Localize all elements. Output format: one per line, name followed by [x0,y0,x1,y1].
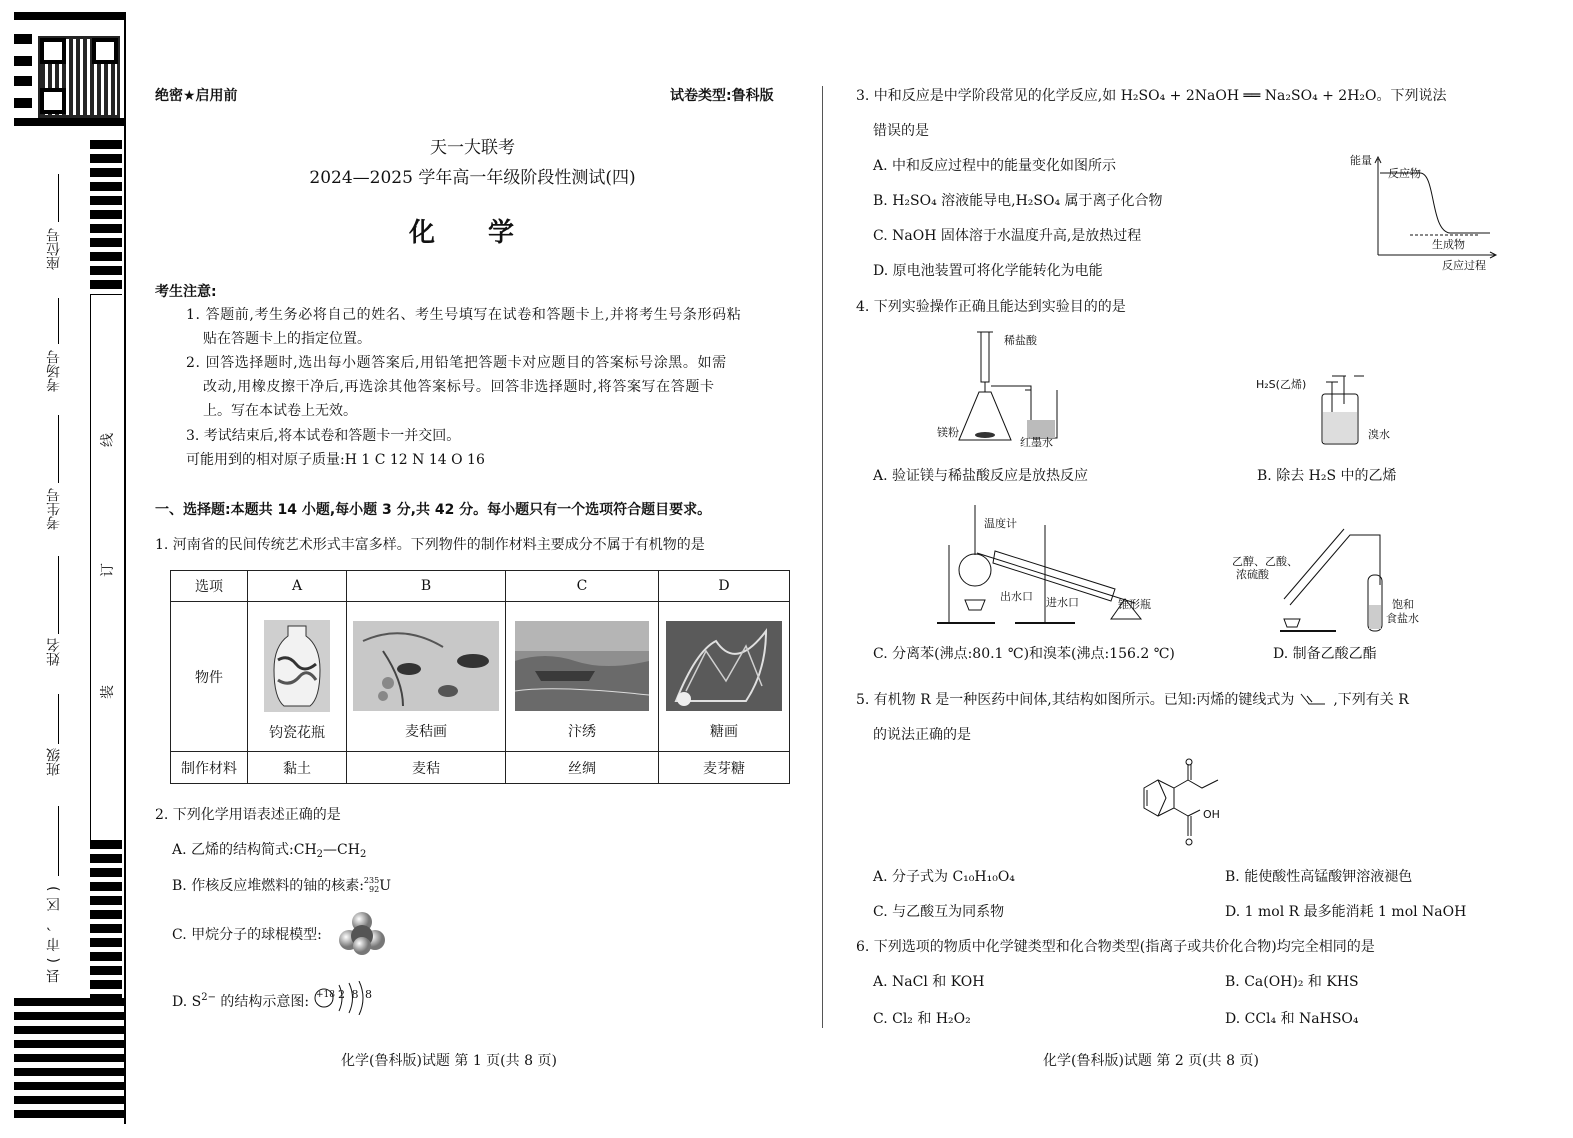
q1-cell [347,602,506,752]
qr-finder [92,38,118,64]
bind-word-fix: 装 [100,685,116,699]
q2-a-text: A. 乙烯的结构简式:CH [172,842,317,858]
q2-option-b [172,876,391,896]
apparatus-a-acid: 稀盐酸 [1004,334,1037,347]
q1-cell [506,602,659,752]
apparatus-d-sol: 食盐水 [1386,612,1419,625]
q5-stem-tail: ,下列有关 R [1333,692,1409,708]
section-heading: 一、选择题:本题共 14 小题,每小题 3 分,共 42 分。每小题只有一个选项符合题目要求。 [155,502,712,518]
energy-ylabel: 能量 [1350,154,1372,167]
q2-d-text: D. S [172,994,202,1010]
apparatus-a-water: 红墨水 [1020,436,1053,449]
notice-line: 改动,用橡皮擦干净后,再选涂其他答案标号。回答非选择题时,将答案写在答题卡 [203,379,715,395]
q2-option-a: A. 乙烯的结构简式$:CH_2—CH_2$ [172,842,367,860]
q1-material: 麦秸 [347,752,506,784]
embroidery-image [515,621,649,711]
q1-material: 麦芽糖 [659,752,790,784]
q6-option-c: C. Cl₂ 和 H₂O₂ [873,1011,971,1027]
room-label: 考场号 [46,350,62,392]
q4-option-c: C. 分离苯(沸点:80.1 ℃)和溴苯(沸点:156.2 ℃) [873,646,1175,662]
q4-stem: 4. 下列实验操作正确且能达到实验目的的是 [856,299,1126,315]
subject-title: 化 学 [408,218,537,248]
q2-stem: 2. 下列化学用语表述正确的是 [155,807,341,823]
bind-word-line: 线 [100,433,116,447]
notice-line: 上。写在本试卷上无效。 [203,403,357,419]
class-underline [58,694,59,744]
q5-option-b: B. 能使酸性高锰酸钾溶液褪色 [1225,869,1413,885]
q3-stem: 3. 中和反应是中学阶段常见的化学反应,如 H₂SO₄ + 2NaOH ══ Na₂SO₄ + 2H₂O。下列说法 [856,88,1447,104]
energy-reactant: 反应物 [1388,167,1421,180]
notice-line: 1. 答题前,考生务必将自己的姓名、考生号填写在试卷和答题卡上,并将考生号条形码粘 [186,307,742,323]
q3-option-d: D. 原电池装置可将化学能转化为电能 [873,263,1103,279]
apparatus-c-flask: 锥形瓶 [1118,598,1151,611]
q1-header: B [347,571,506,602]
q5-option-a: A. 分子式为 C₁₀H₁₀O₄ [873,869,1015,885]
energy-xlabel: 反应过程 [1442,259,1486,272]
q1-material: 黏土 [248,752,347,784]
q2-option-d [172,988,309,1012]
q2-b-z: 92 [369,885,380,894]
vertical-bar [90,840,122,998]
bottom-stripes [14,998,124,1124]
notice-line: 贴在答题卡上的指定位置。 [203,331,371,347]
q3-option-c: C. NaOH 固体溶于水温度升高,是放热过程 [873,228,1142,244]
qr-finder [40,88,66,114]
bar-stripe [14,12,124,20]
q1-header: A [248,571,347,602]
q1-material-label: 制作材料 [171,752,248,784]
footer-right: 化学(鲁科版)试题 第 2 页(共 8 页) [1043,1053,1259,1069]
q2-d-rest: 的结构示意图: [215,994,310,1010]
q1-row-label: 物件 [171,602,248,752]
apparatus-a [955,330,1065,450]
sugar-painting-image [666,621,782,711]
exam-org: 天一大联考 [430,138,515,158]
apparatus-d-reagents: 乙醇、乙酸、 [1232,555,1298,568]
student-no-underline [58,415,59,483]
q1-stem: 1. 河南省的民间传统艺术形式丰富多样。下列物件的制作材料主要成分不属于有机物的是 [155,537,705,553]
q3-option-b: B. H₂SO₄ 溶液能导电,H₂SO₄ 属于离子化合物 [873,193,1163,209]
energy-product: 生成物 [1432,238,1465,251]
q1-cell [659,602,790,752]
county-label: 县(市、区) [46,880,62,983]
q5-stem-text: 5. 有机物 R 是一种医药中间体,其结构如图所示。已知:丙烯的键线式为 [856,692,1295,708]
apparatus-c-out: 出水口 [1000,590,1033,603]
q1-material: 丝绸 [506,752,659,784]
page-divider [822,86,823,1028]
propene-skeletal-icon [1299,692,1329,706]
sulfide-shells: 2 8 8 [338,988,372,1001]
q5-option-c: C. 与乙酸互为同系物 [873,904,1005,920]
q2-b-text: B. 作核反应堆燃料的铀的核素: [172,878,364,894]
apparatus-b-liquid: 溴水 [1368,428,1390,441]
sulfide-nucleus: +18 [316,990,335,1000]
apparatus-a-mg: 镁粉 [937,426,959,439]
q5-stem [856,690,1409,710]
room-underline [58,298,59,344]
q4-option-a: A. 验证镁与稀盐酸反应是放热反应 [873,468,1089,484]
q5-option-d: D. 1 mol R 最多能消耗 1 mol NaOH [1225,904,1467,920]
footer-left: 化学(鲁科版)试题 第 1 页(共 8 页) [341,1053,557,1069]
straw-painting-image [353,621,499,711]
class-label: 班级 [46,748,62,776]
q2-b-symbol: U [379,878,391,894]
q2-a-rest: —CH [323,842,360,858]
q1-item: 麦秸画 [405,723,447,740]
methane-model-image [338,912,386,956]
q4-option-b: B. 除去 H₂S 中的乙烯 [1257,468,1397,484]
q1-header: D [659,571,790,602]
compound-r-oh: OH [1203,808,1220,821]
q2-b-mass: 235 [363,876,380,885]
q2-d-charge: 2− [201,992,216,1003]
compound-r-structure [1138,758,1238,858]
q3-stem-cont: 错误的是 [873,123,929,139]
student-no-label: 考生号 [46,488,62,530]
vase-image [264,620,330,712]
q3-option-a: A. 中和反应过程中的能量变化如图所示 [873,158,1117,174]
q1-item: 糖画 [710,723,738,740]
qr-finder [40,38,66,64]
secret-label: 绝密★启用前 [155,88,238,104]
apparatus-d-acid: 浓硫酸 [1236,568,1269,581]
q6-stem: 6. 下列选项的物质中化学键类型和化合物类型(指离子或共价化合物)均完全相同的是 [856,939,1375,955]
apparatus-c-in: 进水口 [1046,596,1079,609]
county-underline [58,806,59,876]
q6-option-d: D. CCl₄ 和 NaHSO₄ [1225,1011,1359,1027]
q2-option-c: C. 甲烷分子的球棍模型: [172,927,322,943]
q1-header: C [506,571,659,602]
notice-line: 2. 回答选择题时,选出每小题答案后,用铅笔把答题卡对应题目的答案标号涂黑。如需 [186,355,727,371]
bar-stripe [14,34,32,44]
seat-label: 座位号 [46,228,62,270]
notice-line: 3. 考试结束后,将本试卷和答题卡一并交回。 [186,428,461,444]
bind-word-order: 订 [100,563,116,577]
bar-stripe [14,76,32,86]
exam-title: 2024—2025 学年高一年级阶段性测试(四) [309,168,636,188]
q6-option-a: A. NaCl 和 KOH [873,974,985,990]
name-label: 姓名 [46,638,62,666]
name-underline [58,556,59,634]
q1-item: 汴绣 [568,723,596,740]
apparatus-c-thermo: 温度计 [984,517,1017,530]
q6-option-b: B. Ca(OH)₂ 和 KHS [1225,974,1359,990]
q1-table [170,570,790,784]
q1-cell [248,602,347,752]
q4-option-d: D. 制备乙酸乙酯 [1273,646,1377,662]
energy-diagram [1350,155,1500,270]
q1-item: 钧瓷花瓶 [269,724,325,741]
notice-heading: 考生注意: [155,284,217,300]
apparatus-d-sat: 饱和 [1392,598,1414,611]
q1-header: 选项 [171,571,248,602]
paper-type: 试卷类型:鲁科版 [670,88,774,104]
notice-line: 可能用到的相对原子质量:H 1 C 12 N 14 O 16 [186,452,485,468]
bar-stripe [14,98,32,108]
bar-stripe [14,56,32,66]
q5-stem-cont: 的说法正确的是 [873,727,971,743]
apparatus-b-gas: H₂S(乙烯) [1256,378,1307,391]
bar-stripe [14,118,124,126]
